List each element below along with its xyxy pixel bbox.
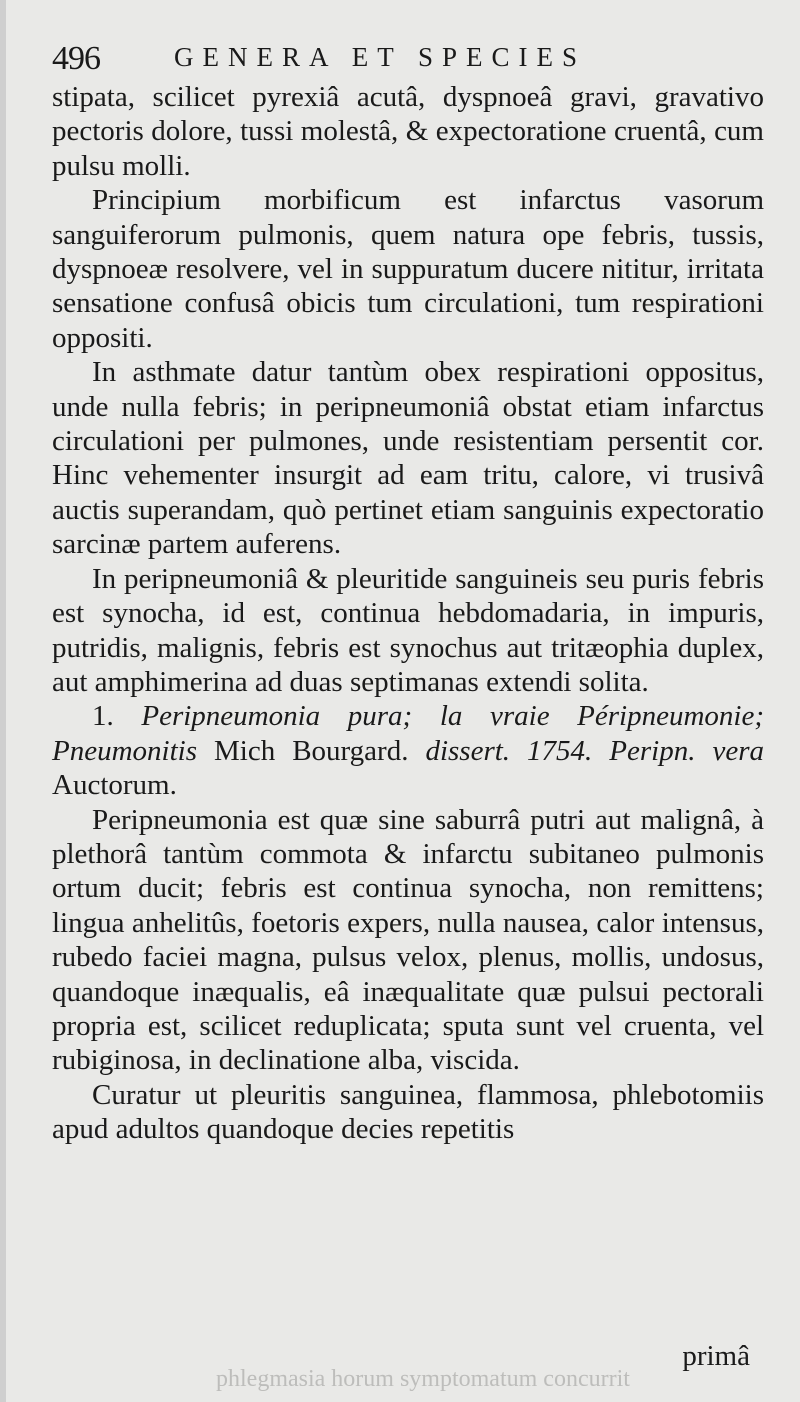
paragraph: Peripneumonia est quæ sine saburrâ putri aut malignâ, à plethorâ tantùm commota & infarctu subitaneo pulmonis ortum ducit; febris est continua synocha, non remittens; lingua anhelitûs, foetoris expers, nulla nausea, calor intensus, rubedo faciei magna, pulsus velox, plenus, mollis, undosus, quandoque inæqualis, eâ inæqualitate quæ pulsui pectorali propria est, scilicet reduplicata; sputa sunt vel cruenta, vel rubiginosa, in declinatione alba, viscida. [52,803,764,1077]
paragraph: In peripneumoniâ & pleuritide sanguineis seu puris febris est synocha, id est, continua hebdomadaria, in impuris, putridis, malignis, febris est synochus aut tritæophia duplex, aut amphimerina ad duas septimanas extendi solita. [52,562,764,698]
body-text [52,80,764,1147]
species-author: Mich Bourgard. [214,734,409,767]
species-name: Peripneumonia pura; la vraie Péripneumonie; Pneumonitis [52,700,764,767]
bleed-through-text: phlegmasia horum symptomatum concurrit [216,1366,630,1392]
paragraph: Principium morbificum est infarctus vasorum sanguiferorum pulmonis, quem natura ope febris, tussis, dyspnoeæ resolvere, vel in suppuratum ducere nititur, irritata sensatione confusâ obicis tum circulationi, tum respirationi oppositi. [52,184,764,354]
catchword: primâ [682,1340,750,1372]
paragraph: In asthmate datur tantùm obex respirationi oppositus, unde nulla febris; in peripneumoniâ obstat etiam infarctus circulationi per pulmones, unde resistentiam persentit cor. Hinc vehementer insurgit ad eam tritu, calore, vi trusivâ auctis superandam, quò pertinet etiam sanguinis expectoratio sarcinæ partem auferens. [52,356,764,561]
species-number: 1. [92,700,114,733]
species-heading [52,699,764,802]
paragraph: Curatur ut pleuritis sanguinea, flammosa, phlebotomiis apud adultos quandoque decies repetitis [52,1078,764,1146]
paragraph-continuation: stipata, scilicet pyrexiâ acutâ, dyspnoeâ gravi, gravativo pectoris dolore, tussi molestâ, & expectoratione cruentâ, cum pulsu molli. [52,81,764,182]
running-title: GENERA ET SPECIES [174,42,587,72]
page-number: 496 [52,40,100,77]
species-citation: dissert. 1754. Peripn. vera [425,734,764,767]
species-tail: Auctorum. [52,769,177,802]
